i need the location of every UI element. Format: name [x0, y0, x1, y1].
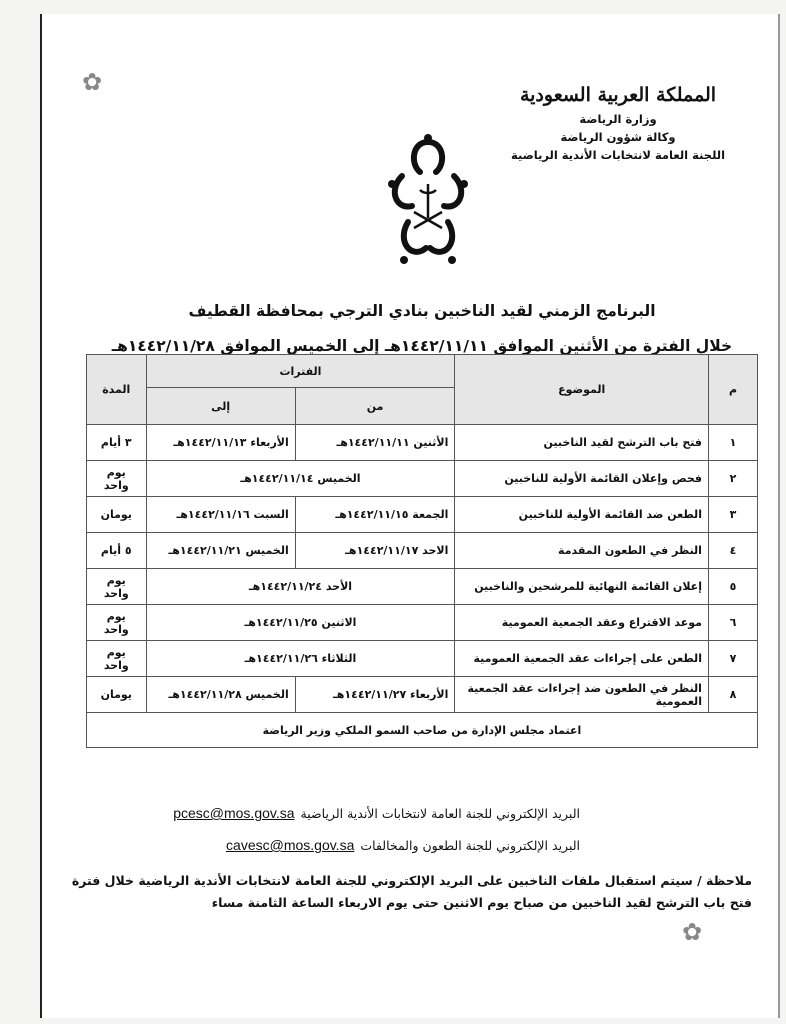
table-row — [87, 677, 758, 713]
document-title: البرنامج الزمني لقيد الناخبين بنادي الترجي بمحافظة القطيف — [188, 302, 656, 320]
letterhead — [508, 84, 728, 164]
row-to: السبت ١٤٤٢/١١/١٦هـ — [146, 497, 295, 533]
row-number: ٤ — [708, 533, 757, 569]
row-number: ١ — [708, 425, 757, 461]
contact-emails — [160, 805, 580, 869]
row-to: الأربعاء ١٤٤٢/١١/١٣هـ — [146, 425, 295, 461]
header-periods: الفترات — [146, 355, 455, 388]
row-subject: النظر في الطعون المقدمة — [455, 533, 709, 569]
row-duration: يوم واحد — [87, 461, 147, 497]
committee-name: اللجنة العامة لانتخابات الأندية الرياضية — [510, 148, 726, 162]
row-number: ٢ — [708, 461, 757, 497]
row-duration: يومان — [87, 497, 147, 533]
email-label: البريد الإلكتروني للجنة الطعون والمخالفات — [360, 838, 580, 853]
row-duration: ٥ أيام — [87, 533, 147, 569]
row-subject: الطعن ضد القائمة الأولية للناخبين — [455, 497, 709, 533]
row-duration: يوم واحد — [87, 641, 147, 677]
row-subject: النظر في الطعون ضد إجراءات عقد الجمعية العمومية — [455, 677, 709, 713]
table-header-row — [87, 355, 758, 388]
document-subtitle: خلال الفترة من الأثنين الموافق ١٤٤٢/١١/١١هـ إلى الخميس الموافق ١٤٤٢/١١/٢٨هـ — [111, 337, 733, 355]
row-duration: ٣ أيام — [87, 425, 147, 461]
row-from: الأثنين ١٤٤٢/١١/١١هـ — [295, 425, 455, 461]
email-link[interactable]: cavesc@mos.gov.sa — [226, 837, 355, 853]
row-number: ٧ — [708, 641, 757, 677]
row-subject: فحص وإعلان القائمة الأولية للناخبين — [455, 461, 709, 497]
row-from: الاحد ١٤٤٢/١١/١٧هـ — [295, 533, 455, 569]
row-duration: يوم واحد — [87, 569, 147, 605]
table-row — [87, 569, 758, 605]
email-link[interactable]: pcesc@mos.gov.sa — [173, 805, 295, 821]
row-duration: يومان — [87, 677, 147, 713]
table-row — [87, 497, 758, 533]
flower-watermark-icon: ✿ — [82, 68, 103, 96]
table-row — [87, 605, 758, 641]
row-number: ٣ — [708, 497, 757, 533]
ministry-name: وزارة الرياضة — [579, 112, 657, 126]
row-date: الثلاثاء ١٤٤٢/١١/٢٦هـ — [146, 641, 455, 677]
row-subject: موعد الاقتراع وعقد الجمعية العمومية — [455, 605, 709, 641]
note-paragraph: ملاحظة / سيتم استقبال ملفات الناخبين على البريد الإلكتروني للجنة العامة لانتخابات الأندية الرياضية خلال فترة فتح باب الترشح لقيد الناخبين من صباح يوم الاثنين حتى يوم الاربعاء الساعة الثامنة مساء — [71, 873, 752, 910]
table-row — [87, 533, 758, 569]
row-date: الأحد ١٤٤٢/١١/٢٤هـ — [146, 569, 455, 605]
row-number: ٦ — [708, 605, 757, 641]
email-line — [160, 805, 580, 821]
header-duration: المدة — [87, 355, 147, 425]
header-subject: الموضوع — [455, 355, 709, 425]
header-m: م — [708, 355, 757, 425]
table-row — [87, 461, 758, 497]
row-date: الخميس ١٤٤٢/١١/١٤هـ — [146, 461, 455, 497]
email-label: البريد الإلكتروني للجنة العامة لانتخابات الأندية الرياضية — [300, 806, 580, 821]
row-subject: فتح باب الترشح لقيد الناخبين — [455, 425, 709, 461]
row-number: ٨ — [708, 677, 757, 713]
row-subject: إعلان القائمة النهائية للمرشحين والناخبين — [455, 569, 709, 605]
row-number: ٥ — [708, 569, 757, 605]
approval-note: اعتماد مجلس الإدارة من صاحب السمو الملكي وزير الرياضة — [87, 713, 758, 748]
flower-watermark-icon: ✿ — [682, 918, 703, 946]
agency-name: وكالة شؤون الرياضة — [560, 130, 676, 144]
table-footer-row — [87, 713, 758, 748]
kingdom-title: المملكة العربية السعودية — [519, 84, 717, 106]
table-row — [87, 425, 758, 461]
row-duration: يوم واحد — [87, 605, 147, 641]
row-subject: الطعن على إجراءات عقد الجمعية العمومية — [455, 641, 709, 677]
row-date: الاثنين ١٤٤٢/١١/٢٥هـ — [146, 605, 455, 641]
row-to: الخميس ١٤٤٢/١١/٢١هـ — [146, 533, 295, 569]
header-from: من — [295, 388, 455, 425]
schedule-table — [86, 354, 758, 748]
row-from: الأربعاء ١٤٤٢/١١/٢٧هـ — [295, 677, 455, 713]
ministry-logo-icon — [382, 132, 474, 272]
header-to: إلى — [146, 388, 295, 425]
row-from: الجمعة ١٤٤٢/١١/١٥هـ — [295, 497, 455, 533]
table-row — [87, 641, 758, 677]
email-line — [160, 837, 580, 853]
row-to: الخميس ١٤٤٢/١١/٢٨هـ — [146, 677, 295, 713]
